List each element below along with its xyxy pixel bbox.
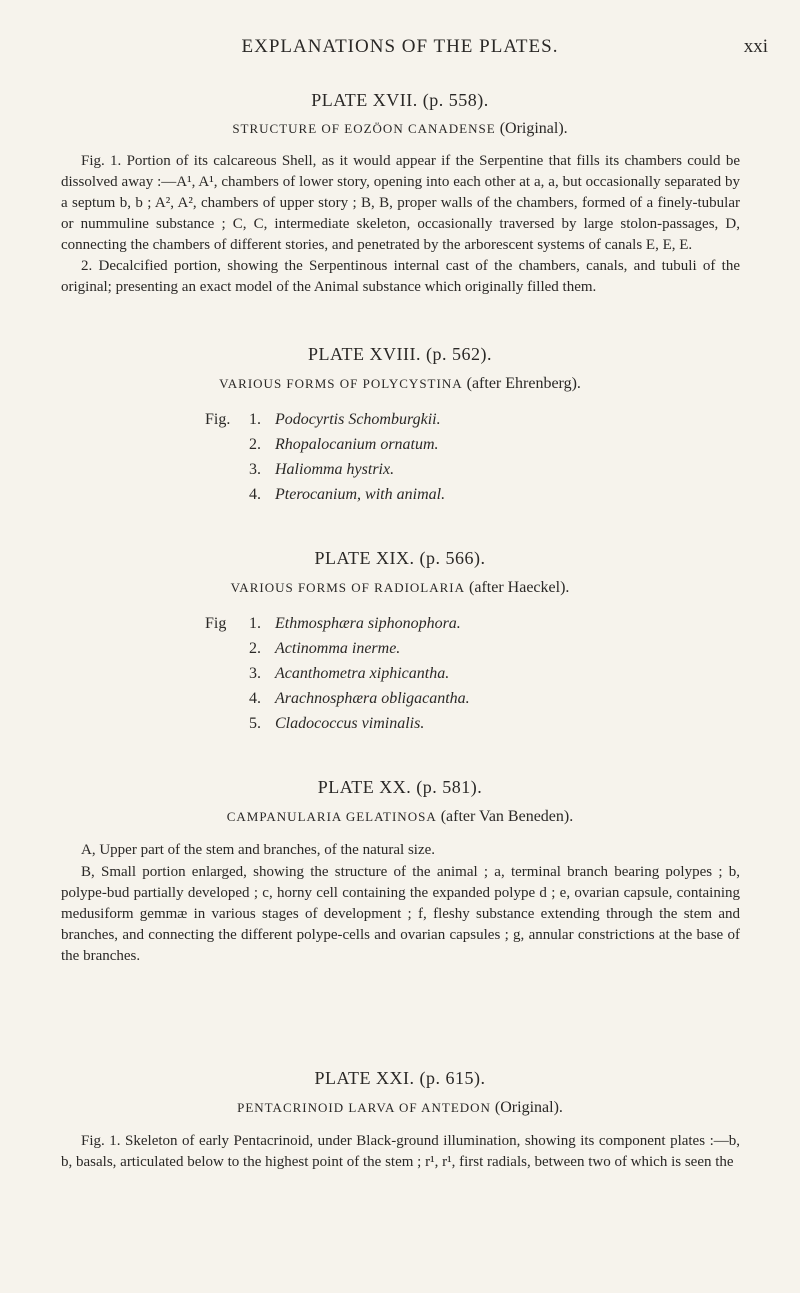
plate-xxi-subject: PENTACRINOID LARVA OF ANTEDON [237, 1100, 491, 1115]
fig-label [205, 482, 249, 507]
running-head-title: EXPLANATIONS OF THE PLATES. [241, 36, 559, 57]
figure-entry [205, 611, 470, 636]
plate-xviii-title: PLATE XVIII. (p. 562). [308, 344, 492, 364]
plate-xxi-fig1-text: Fig. 1. Skeleton of early Pentacrinoid, under Black-ground illumination, showing its component plates :—b, b, basals, articulated below to the highest point of the stem ; r¹, r¹, first radials, between two of which is seen the [61, 1133, 740, 1170]
plate-xviii-subtitle [0, 375, 800, 393]
plate-xviii-subject: VARIOUS FORMS OF POLYCYSTINA [219, 376, 463, 391]
plate-xvii-title: PLATE XVII. (p. 558). [311, 90, 489, 110]
plate-xx-subject: CAMPANULARIA GELATINOSA [226, 809, 437, 824]
plate-xix-source: (after Haeckel). [465, 579, 570, 596]
fig-number: 1. [249, 411, 261, 428]
figure-entry [205, 432, 445, 457]
plate-xvii-subject: STRUCTURE OF EOZÖON CANADENSE [232, 121, 496, 136]
fig-name: Acanthometra xiphicantha. [275, 665, 450, 682]
plate-xx-subtitle [0, 808, 800, 826]
figure-entry [205, 407, 445, 432]
running-head [0, 36, 800, 66]
plate-xix-subtitle [0, 579, 800, 597]
fig-name: Actinomma inerme. [275, 640, 401, 657]
figure-entry [205, 711, 470, 736]
plate-xvii-fig1-text: Fig. 1. Portion of its calcareous Shell, as it would appear if the Serpentine that fills its chambers could be dissolved away :—A¹, A¹, chambers of lower story, opening into each other at a, a, but occasionally separated by a septum b, b ; A², A², chambers of upper story ; B, B, proper walls of the chambers, formed of a finely-tubular or nummuline substance ; C, C, intermediate skeleton, occasionally traversed by large stolon-passages, D, connecting the chambers of different stories, and penetrated by the arborescent systems of canals E, E, E. [61, 153, 740, 253]
fig-label [205, 661, 249, 686]
fig-label [205, 457, 249, 482]
fig-number: 4. [249, 486, 261, 503]
fig-label: Fig. [205, 411, 231, 428]
fig-name: Podocyrtis Schomburgkii. [275, 411, 441, 428]
fig-name: Cladococcus viminalis. [275, 715, 425, 732]
fig-number: 4. [249, 690, 261, 707]
plate-xxi-title: PLATE XXI. (p. 615). [314, 1068, 486, 1088]
plate-xix-subject: VARIOUS FORMS OF RADIOLARIA [230, 580, 466, 595]
plate-xx-a-text: A, Upper part of the stem and branches, of the natural size. [81, 842, 436, 858]
fig-name: Rhopalocanium ornatum. [275, 436, 439, 453]
figure-entry [205, 457, 445, 482]
fig-number: 2. [249, 436, 261, 453]
plate-xviii-source: (after Ehrenberg). [462, 375, 581, 392]
plate-xvii-source: (Original). [495, 120, 568, 137]
fig-label [205, 432, 249, 457]
figure-entry [205, 686, 470, 711]
plate-xvii-fig2-text: 2. Decalcified portion, showing the Serpentinous internal cast of the chambers, canals, and tubuli of the original; presenting an exact model of the Animal substance which originally filled them. [61, 258, 740, 295]
figure-entry [205, 482, 445, 507]
fig-name: Arachnosphæra obligacantha. [275, 690, 470, 707]
fig-name: Haliomma hystrix. [275, 461, 395, 478]
fig-number: 3. [249, 461, 261, 478]
fig-label [205, 711, 249, 736]
plate-xix-figure-list [205, 611, 470, 736]
figure-entry [205, 636, 470, 661]
fig-number: 3. [249, 665, 261, 682]
plate-xxi-subtitle [0, 1099, 800, 1117]
fig-number: 5. [249, 715, 261, 732]
fig-label [205, 636, 249, 661]
plate-xviii-figure-list [205, 407, 445, 507]
plate-xx-b-text: B, Small portion enlarged, showing the structure of the animal ; a, terminal branch bearing polypes ; b, polype-bud partially developed ; c, horny cell containing the expanded polype d ; e, ovarian capsule, containing medusiform gemmæ in various stages of development ; f, fleshy substance extending through the stem and branches, and connecting the different polype-cells and ovarian capsules ; g, annular constrictions at the base of the branches. [61, 864, 740, 964]
fig-name: Pterocanium, with animal. [275, 486, 446, 503]
plate-xx-source: (after Van Beneden). [436, 808, 574, 825]
page-number: xxi [743, 36, 768, 57]
fig-number: 1. [249, 615, 261, 632]
fig-name: Ethmosphæra siphonophora. [275, 615, 461, 632]
fig-label [205, 686, 249, 711]
plate-xvii-subtitle [0, 120, 800, 138]
plate-xx-title: PLATE XX. (p. 581). [317, 777, 483, 797]
plate-xix-title: PLATE XIX. (p. 566). [314, 548, 486, 568]
fig-number: 2. [249, 640, 261, 657]
figure-entry [205, 661, 470, 686]
plate-xxi-source: (Original). [490, 1099, 563, 1116]
fig-label: Fig [205, 615, 227, 632]
